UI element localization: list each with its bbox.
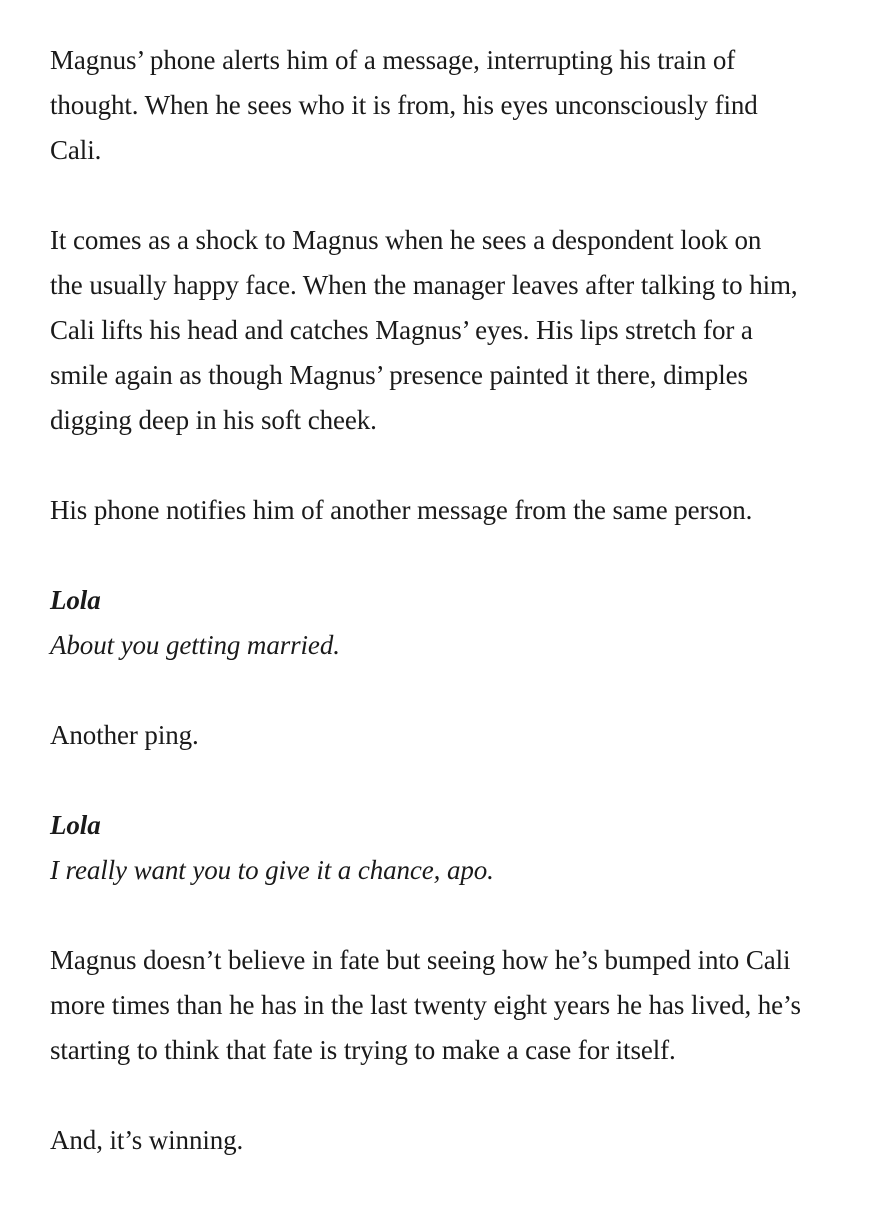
message-text: I really want you to give it a chance, apo.: [50, 855, 494, 885]
paragraph-phone-alert: Magnus’ phone alerts him of a message, interrupting his train of thought. When he sees who it is from, his eyes unconsciously find Cali.: [50, 45, 758, 165]
paragraph-despondent-look: It comes as a shock to Magnus when he sees a despondent look on the usually happy face. When the manager leaves after talking to him, Cali lifts his head and catches Magnus’ eyes. His lips stretch for a smile again as though Magnus’ presence painted it there, dimples digging deep in his soft cheek.: [50, 225, 798, 435]
message-block: [50, 803, 850, 893]
message-text: About you getting married.: [50, 630, 340, 660]
paragraph-winning: And, it’s winning.: [50, 1125, 244, 1155]
message-block: [50, 578, 850, 668]
paragraph-fate: Magnus doesn’t believe in fate but seeing how he’s bumped into Cali more times than he has in the last twenty eight years he has lived, he’s starting to think that fate is trying to make a case for itself.: [50, 945, 801, 1065]
paragraph-another-message: His phone notifies him of another message from the same person.: [50, 495, 753, 525]
message-sender: Lola: [50, 810, 101, 840]
story-text: [50, 38, 850, 1208]
message-sender: Lola: [50, 585, 101, 615]
paragraph-another-ping: Another ping.: [50, 720, 199, 750]
